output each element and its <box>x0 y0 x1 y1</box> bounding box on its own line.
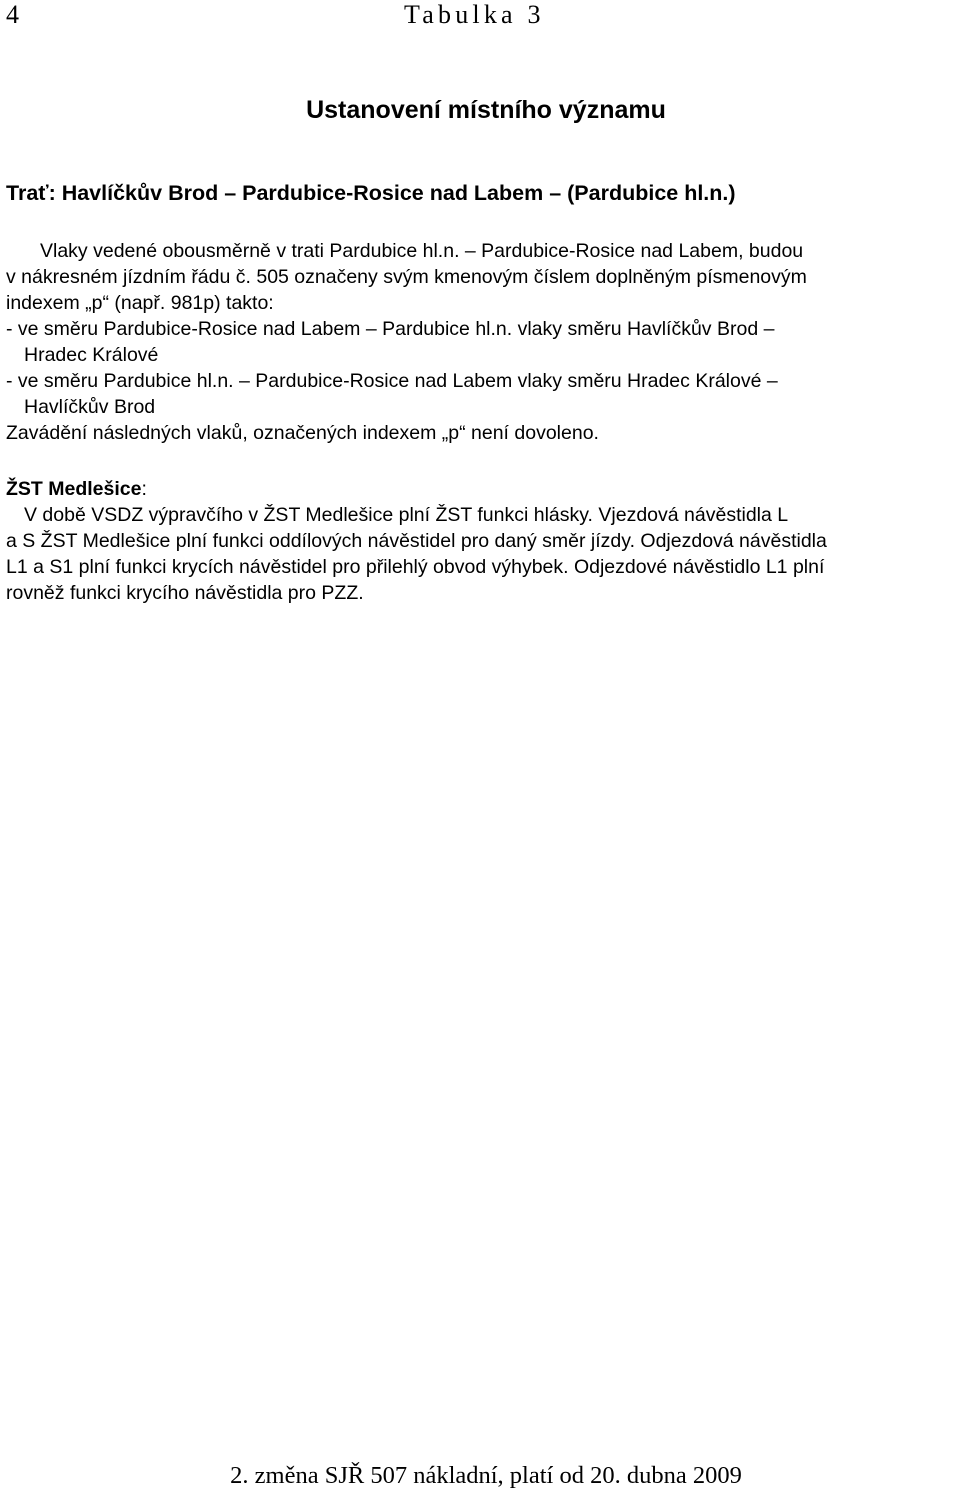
page-footer: 2. změna SJŘ 507 nákladní, platí od 20. dubna 2009 <box>230 1462 742 1489</box>
paragraph-line: Zavádění následných vlaků, označených indexem „p“ není dovoleno. <box>6 422 599 444</box>
paragraph-line: a S ŽST Medlešice plní funkci oddílových návěstidel pro daný směr jízdy. Odjezdová návěstidla <box>6 530 827 552</box>
station-title-colon: : <box>141 478 147 500</box>
list-item-direction-1: - ve směru Pardubice-Rosice nad Labem – Pardubice hl.n. vlaky směru Havlíčkův Brod – <box>6 318 775 340</box>
railway-line-name: Trať: Havlíčkův Brod – Pardubice-Rosice nad Labem – (Pardubice hl.n.) <box>6 181 736 205</box>
paragraph-line: v nákresném jízdním řádu č. 505 označeny svým kmenovým číslem doplněným písmenovým <box>6 266 807 288</box>
page-heading: Ustanovení místního významu <box>306 96 666 124</box>
page-number: 4 <box>6 0 19 29</box>
table-title: Tabulka 3 <box>404 0 545 29</box>
list-item-direction-2-cont: Havlíčkův Brod <box>24 396 156 418</box>
station-name: ŽST Medlešice <box>6 478 142 500</box>
paragraph-line: Vlaky vedené obousměrně v trati Pardubice hl.n. – Pardubice-Rosice nad Labem, budou <box>40 240 804 262</box>
paragraph-line: V době VSDZ výpravčího v ŽST Medlešice plní ŽST funkci hlásky. Vjezdová návěstidla L <box>24 504 789 526</box>
paragraph-line: L1 a S1 plní funkci krycích návěstidel pro přilehlý obvod výhybek. Odjezdové návěstidlo L1 plní <box>6 556 825 578</box>
list-item-direction-1-cont: Hradec Králové <box>24 344 159 366</box>
paragraph-line: rovněž funkci krycího návěstidla pro PZZ. <box>6 582 364 604</box>
station-title <box>6 476 147 502</box>
list-item-direction-2: - ve směru Pardubice hl.n. – Pardubice-Rosice nad Labem vlaky směru Hradec Králové – <box>6 370 778 392</box>
paragraph-line: indexem „p“ (např. 981p) takto: <box>6 292 274 314</box>
